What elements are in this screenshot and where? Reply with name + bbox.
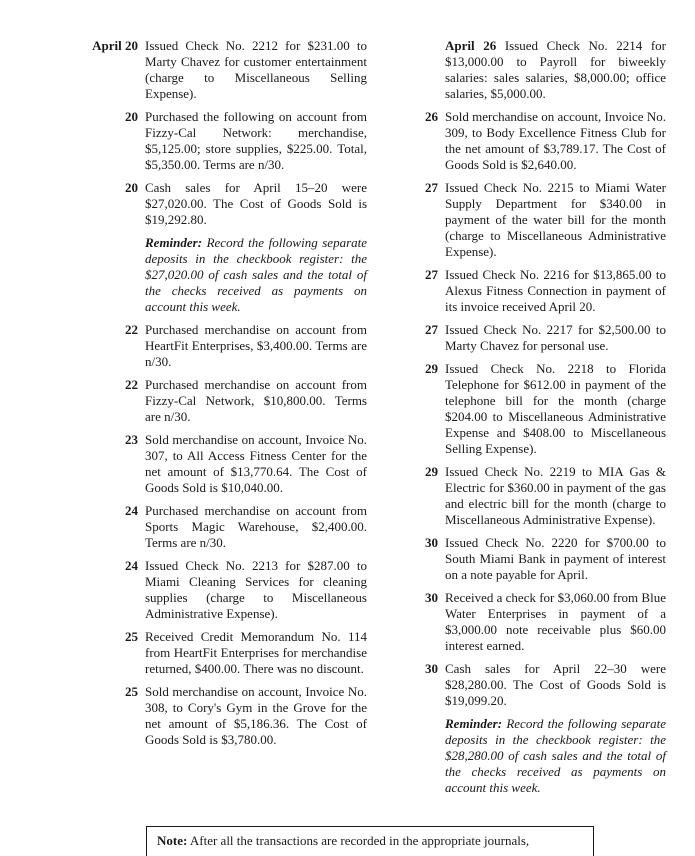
transaction-entry: [410, 267, 666, 315]
entry-date: 26: [425, 109, 438, 124]
entry-text: Issued Check No. 2220 for $700.00 to South Miami Bank in payment of interest on a note payable for April.: [445, 535, 666, 582]
entry-date: 29: [425, 464, 438, 479]
transaction-entry: [410, 590, 666, 654]
left-column: [75, 38, 367, 755]
transaction-entry: [410, 109, 666, 173]
reminder-label: Reminder:: [145, 235, 203, 250]
transaction-entry: [410, 361, 666, 457]
transaction-entry: [410, 661, 666, 709]
entry-date: April 26: [445, 38, 497, 53]
entry-date: 23: [125, 432, 138, 447]
right-column: [410, 38, 666, 803]
transaction-entry: [75, 432, 367, 496]
transaction-entry: [75, 629, 367, 677]
transaction-entry: [410, 322, 666, 354]
entry-text: Cash sales for April 22–30 were $28,280.00. The Cost of Goods Sold is $19,099.20.: [445, 661, 666, 708]
entry-text: Received a check for $3,060.00 from Blue Water Enterprises in payment of a $3,000.00 note receivable plus $60.00 interest earned.: [445, 590, 666, 653]
entry-date: 30: [425, 535, 438, 550]
entry-date: 22: [125, 322, 138, 337]
entry-text: Sold merchandise on account, Invoice No. 309, to Body Excellence Fitness Club for the net amount of $3,789.17. The Cost of Goods Sold is $2,640.00.: [445, 109, 666, 172]
entry-text: Issued Check No. 2218 to Florida Telephone for $612.00 in payment of the telephone bill for the month (charge $204.00 to Miscellaneous Administrative Expense and $408.00 to Miscellaneous Selling Expense).: [445, 361, 666, 456]
entry-text: Purchased the following on account from Fizzy-Cal Network: merchandise, $5,125.00; store supplies, $225.00. Total, $5,350.00. Terms are n/30.: [145, 109, 367, 172]
entry-date: 24: [125, 503, 138, 518]
transaction-entry: [75, 503, 367, 551]
note-box: [146, 826, 594, 856]
entry-text: Issued Check No. 2212 for $231.00 to Marty Chavez for customer entertainment (charge to Miscellaneous Selling Expense).: [145, 38, 367, 101]
entry-text: Sold merchandise on account, Invoice No. 308, to Cory's Gym in the Grove for the net amount of $5,186.36. The Cost of Goods Sold is $3,780.00.: [145, 684, 367, 747]
entry-text: Issued Check No. 2219 to MIA Gas & Electric for $360.00 in payment of the gas and electric bill for the month (charge to Miscellaneous Administrative Expense).: [445, 464, 666, 527]
entry-text: Sold merchandise on account, Invoice No. 307, to All Access Fitness Center for the net amount of $13,770.64. The Cost of Goods Sold is $10,040.00.: [145, 432, 367, 495]
entry-date: 25: [125, 684, 138, 699]
entry-date: 22: [125, 377, 138, 392]
transaction-entry: [75, 684, 367, 748]
entry-text: Cash sales for April 15–20 were $27,020.00. The Cost of Goods Sold is $19,292.80.: [145, 180, 367, 227]
entry-date: 30: [425, 590, 438, 605]
entry-date: 27: [425, 322, 438, 337]
transaction-entry: [410, 180, 666, 260]
note-text: After all the transactions are recorded in the appropriate journals,: [189, 833, 530, 848]
entry-text: Issued Check No. 2214 for $13,000.00 to Payroll for biweekly salaries: sales salaries, $8,000.00; office salaries, $5,000.00.: [445, 38, 666, 101]
entry-text: Issued Check No. 2215 to Miami Water Supply Department for $340.00 in payment of the water bill for the month (charge to Miscellaneous Administrative Expense).: [445, 180, 666, 259]
transaction-entry: [75, 322, 367, 370]
transaction-entry: [410, 535, 666, 583]
entry-date: 24: [125, 558, 138, 573]
entry-date: 27: [425, 180, 438, 195]
entry-text: Issued Check No. 2213 for $287.00 to Miami Cleaning Services for cleaning supplies (charge to Miscellaneous Administrative Expense).: [145, 558, 367, 621]
entry-date: 25: [125, 629, 138, 644]
reminder-label: Reminder:: [445, 716, 503, 731]
reminder-note: [75, 235, 367, 315]
entry-text: Issued Check No. 2217 for $2,500.00 to Marty Chavez for personal use.: [445, 322, 666, 353]
entry-text: Purchased merchandise on account from Fizzy-Cal Network, $10,800.00. Terms are n/30.: [145, 377, 367, 424]
transaction-entry: [75, 377, 367, 425]
entry-date: 27: [425, 267, 438, 282]
transaction-entry: [75, 180, 367, 228]
entry-text: Purchased merchandise on account from HeartFit Enterprises, $3,400.00. Terms are n/30.: [145, 322, 367, 369]
entry-text: Issued Check No. 2216 for $13,865.00 to Alexus Fitness Connection in payment of its invoice received April 20.: [445, 267, 666, 314]
entry-date: 30: [425, 661, 438, 676]
entry-date: 29: [425, 361, 438, 376]
transaction-entry: [410, 464, 666, 528]
reminder-note: [410, 716, 666, 796]
entry-text: Received Credit Memorandum No. 114 from HeartFit Enterprises for merchandise returned, $400.00. There was no discount.: [145, 629, 367, 676]
reminder-text: Record the following separate deposits in the checkbook register: the $27,020.00 of cash sales and the total of the checks received as payments on account this week.: [145, 235, 368, 314]
entry-date: 20: [125, 109, 138, 124]
transaction-entry: [445, 38, 666, 102]
entry-text: Purchased merchandise on account from Sports Magic Warehouse, $2,400.00. Terms are n/30.: [145, 503, 367, 550]
note-label: Note:: [157, 833, 188, 848]
entry-date: 20: [125, 180, 138, 195]
reminder-text: Record the following separate deposits in the checkbook register: the $28,280.00 of cash sales and the total of the checks received as payments on account this week.: [445, 716, 667, 795]
transaction-entry: [75, 558, 367, 622]
transaction-entry: [75, 38, 367, 102]
transaction-entry: [75, 109, 367, 173]
entry-date: April 20: [92, 38, 138, 53]
